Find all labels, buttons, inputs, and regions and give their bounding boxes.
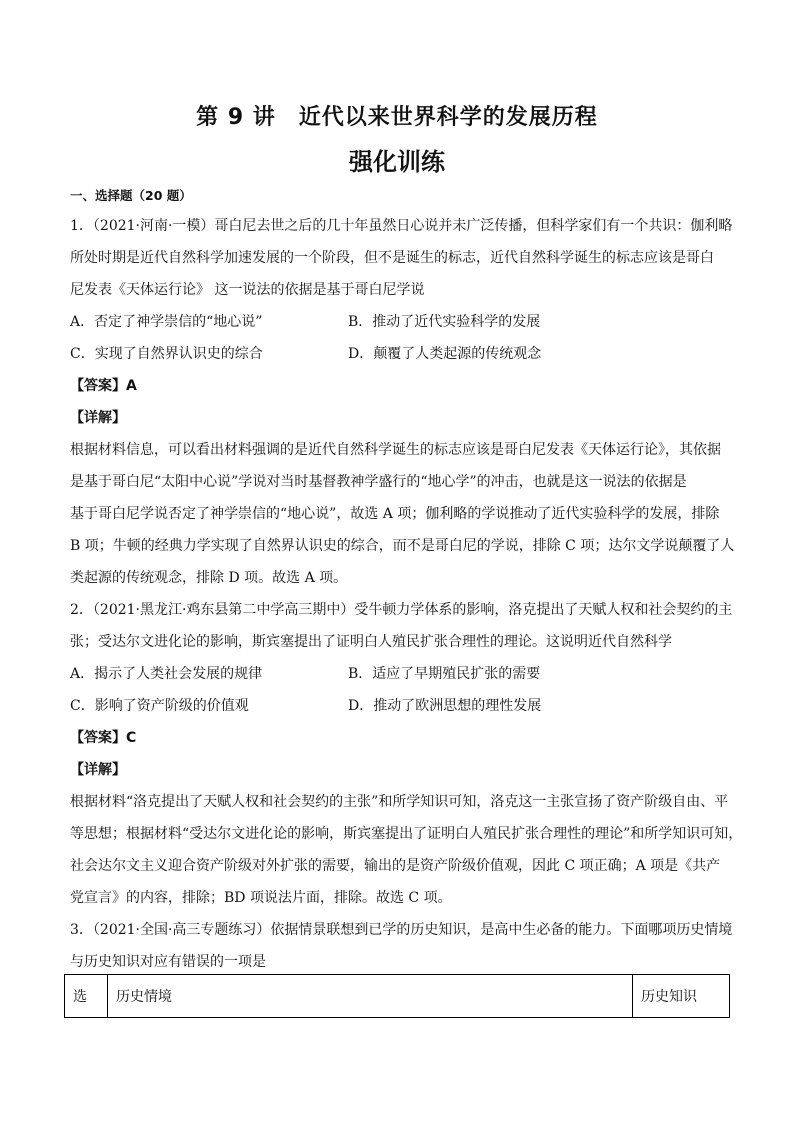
q1-stem-line: 1．（2021·河南·一模）哥白尼去世之后的几十年虽然日心说并未广泛传播，但科学家们有一个共识：伽利略 <box>70 218 733 234</box>
q1-answer: 【答案】A <box>70 378 137 394</box>
q2-option-d: D．推动了欧洲思想的理性发展 <box>348 698 542 714</box>
q2-option-c: C．影响了资产阶级的价值观 <box>70 698 249 714</box>
q1-detail-line: 基于哥白尼学说否定了神学崇信的“地心说”，故选 A 项；伽利略的学说推动了近代实验科学的发展，排除 <box>70 506 720 522</box>
q2-detail-line: 等思想；根据材料“受达尔文进化论的影响，斯宾塞提出了证明白人殖民扩张合理性的理论”和所学知识可知， <box>70 826 743 842</box>
q2-detail-label: 【详解】 <box>70 762 126 778</box>
q1-detail-line: 根据材料信息，可以看出材料强调的是近代自然科学诞生的标志应该是哥白尼发表《天体运行论》，其依据 <box>70 442 721 458</box>
lesson-subtitle: 强化训练 <box>349 148 445 176</box>
q1-stem-line: 所处时期是近代自然科学加速发展的一个阶段，但不是诞生的标志，近代自然科学诞生的标志应该是哥白 <box>70 250 714 266</box>
lesson-title: 第 9 讲 近代以来世界科学的发展历程 <box>196 105 598 130</box>
q3-stem-line: 与历史知识对应有错误的一项是 <box>70 954 266 970</box>
q3-col-scenario: 历史情境 <box>108 975 633 1018</box>
q1-option-d: D．颠覆了人类起源的传统观念 <box>348 346 542 362</box>
q1-detail-line: 类起源的传统观念，排除 D 项。故选 A 项。 <box>70 570 348 586</box>
q1-detail-line: 是基于哥白尼“太阳中心说”学说对当时基督教神学盛行的“地心学”的冲击，也就是这一说法的依据是 <box>70 474 687 490</box>
q1-detail-line: B 项；牛顿的经典力学实现了自然界认识史的综合，而不是哥白尼的学说，排除 C 项；达尔文学说颠覆了人 <box>70 538 735 554</box>
q2-answer: 【答案】C <box>70 730 137 746</box>
q2-detail-line: 社会达尔文主义迎合资产阶级对外扩张的需要，输出的是资产阶级价值观，因此 C 项正确；A 项是《共产 <box>70 858 721 874</box>
q1-option-c: C．实现了自然界认识史的综合 <box>70 346 263 362</box>
q3-stem-line: 3．（2021·全国·高三专题练习）依据情景联想到已学的历史知识，是高中生必备的能力。下面哪项历史情境 <box>70 922 733 938</box>
q3-col-knowledge: 历史知识 <box>633 975 730 1018</box>
q2-option-b: B．适应了早期殖民扩张的需要 <box>348 666 541 682</box>
q3-table-header-row <box>65 975 730 1018</box>
q2-detail-line: 党宣言》的内容，排除；BD 项说法片面，排除。故选 C 项。 <box>70 890 452 906</box>
q1-stem-line: 尼发表《天体运行论》 这一说法的依据是基于哥白尼学说 <box>70 282 425 298</box>
q1-option-a: A．否定了神学崇信的“地心说” <box>70 314 263 330</box>
q2-detail-line: 根据材料“洛克提出了天赋人权和社会契约的主张”和所学知识可知，洛克这一主张宣扬了资产阶级自由、平 <box>70 794 729 810</box>
section-heading: 一、选择题（20 题） <box>70 188 192 203</box>
q2-stem-line: 2．（2021·黑龙江·鸡东县第二中学高三期中）受牛顿力学体系的影响，洛克提出了天赋人权和社会契约的主 <box>70 602 733 618</box>
q1-option-b: B．推动了近代实验科学的发展 <box>348 314 541 330</box>
q2-stem-line: 张；受达尔文进化论的影响，斯宾塞提出了证明白人殖民扩张合理性的理论。这说明近代自然科学 <box>70 634 672 650</box>
q3-col-option: 选 <box>65 975 108 1018</box>
q2-option-a: A．揭示了人类社会发展的规律 <box>70 666 263 682</box>
q1-detail-label: 【详解】 <box>70 410 126 426</box>
q3-table <box>64 974 730 1018</box>
